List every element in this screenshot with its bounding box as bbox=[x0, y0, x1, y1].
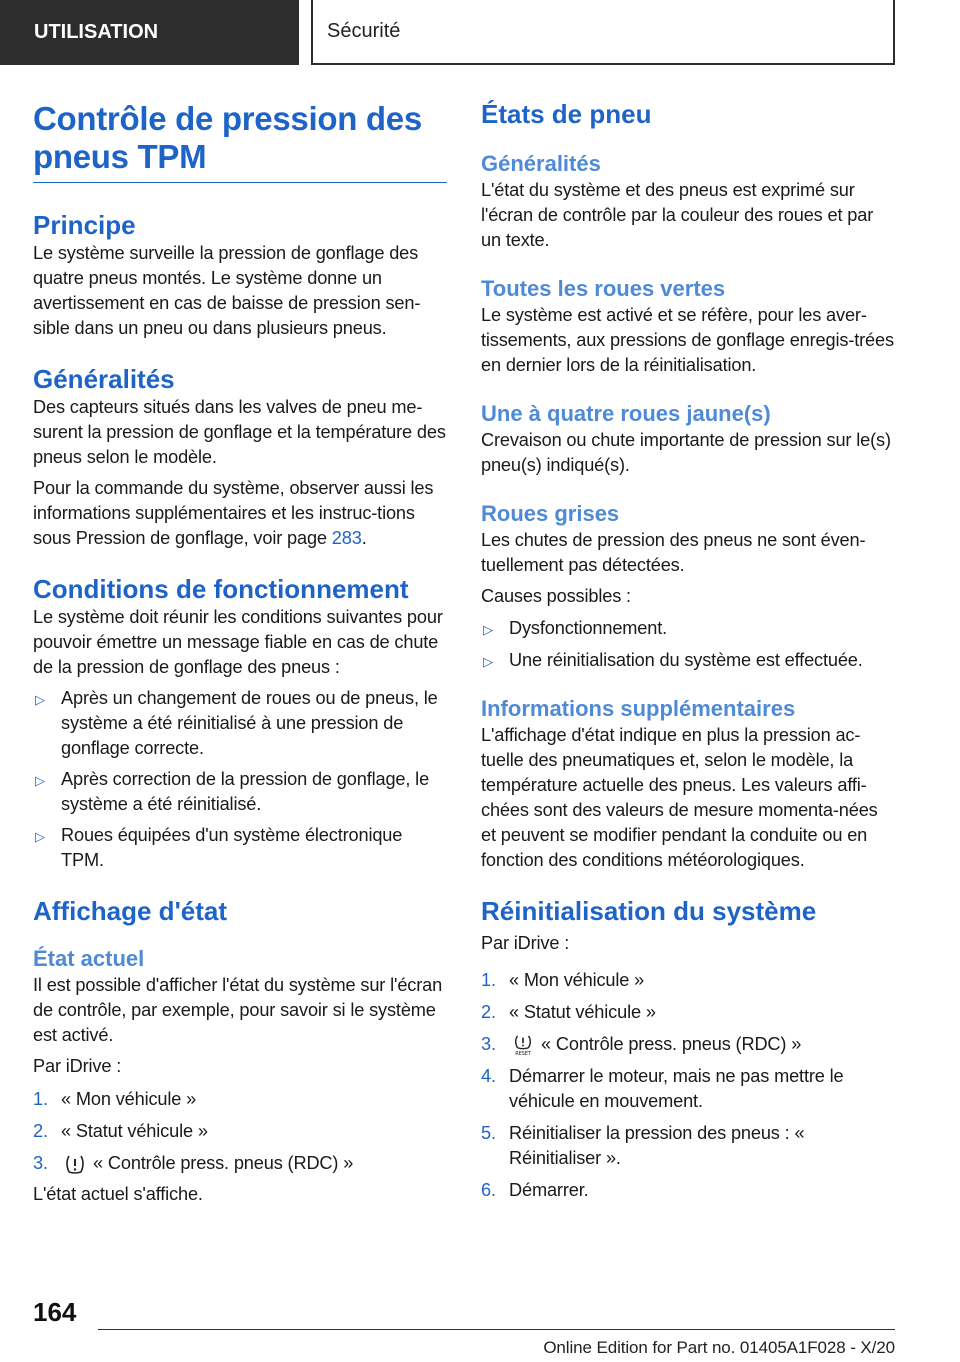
left-column bbox=[33, 100, 447, 1207]
heading-etats-pneu: États de pneu bbox=[481, 99, 652, 129]
generalites-text-1: Des capteurs situés dans les valves de pneu me-surent la pression de gonflage et la température des pneus selon le modèle. bbox=[33, 397, 446, 467]
footer-edition: Online Edition for Part no. 01405A1F028 - X/20 bbox=[543, 1338, 895, 1357]
list-item bbox=[33, 1087, 447, 1112]
step-number: 2. bbox=[33, 1121, 48, 1141]
infos-supplementaires-text: L'affichage d'état indique en plus la pression ac-tuelle des pneumatiques et, selon le modèle, la température actuelle des pneus. Les valeurs affi-chées sont des valeurs de mesure momenta-nées et peuvent se modifier pendant la conduite ou en fonction des conditions météorologiques. bbox=[481, 725, 878, 870]
heading-principe: Principe bbox=[33, 210, 136, 240]
right-column bbox=[481, 98, 895, 1203]
step-number: 1. bbox=[33, 1089, 48, 1109]
list-item bbox=[33, 1119, 447, 1144]
heading-infos-supplementaires: Informations supplémentaires bbox=[481, 696, 796, 721]
tpm-reset-icon bbox=[511, 1034, 535, 1056]
footer-divider bbox=[98, 1329, 895, 1330]
step-text: Réinitialiser la pression des pneus : « Réinitialiser ». bbox=[509, 1123, 805, 1168]
tpm-warning-icon bbox=[63, 1153, 87, 1175]
step-number: 6. bbox=[481, 1180, 496, 1200]
header-section-tab bbox=[0, 0, 299, 65]
step-text: Démarrer le moteur, mais ne pas mettre le véhicule en mouvement. bbox=[509, 1066, 844, 1111]
causes-list bbox=[481, 616, 895, 673]
conditions-intro: Le système doit réunir les conditions suivantes pour pouvoir émettre un message fiable en cas de chute de la pression de gonflage des pneus : bbox=[33, 607, 443, 677]
reinit-par-idrive-label: Par iDrive : bbox=[481, 933, 570, 953]
step-text: « Contrôle press. pneus (RDC) » bbox=[541, 1034, 802, 1054]
etat-result: L'état actuel s'affiche. bbox=[33, 1184, 203, 1204]
list-item bbox=[481, 648, 895, 673]
par-idrive-label: Par iDrive : bbox=[33, 1056, 122, 1076]
step-number: 4. bbox=[481, 1066, 496, 1086]
triangle-right-outline-icon: ▷ bbox=[35, 829, 45, 844]
list-item-text: Après un changement de roues ou de pneus, le système a été réinitialisé à une pression de gonflage correcte. bbox=[61, 688, 438, 758]
step-text: « Contrôle press. pneus (RDC) » bbox=[93, 1153, 354, 1173]
list-item bbox=[481, 1064, 895, 1114]
list-item bbox=[481, 1178, 895, 1203]
heading-conditions: Conditions de fonctionnement bbox=[33, 574, 409, 604]
step-text: « Statut véhicule » bbox=[509, 1002, 656, 1022]
principe-text: Le système surveille la pression de gonflage des quatre pneus montés. Le système donne un avertissement en cas de baisse de pression sen-sible dans un pneu ou dans plusieurs pneus. bbox=[33, 243, 421, 338]
list-item bbox=[33, 767, 447, 817]
reset-icon-label: RESET bbox=[515, 1051, 531, 1057]
etat-actuel-text: Il est possible d'afficher l'état du système sur l'écran de contrôle, par exemple, pour savoir si le système est activé. bbox=[33, 975, 443, 1045]
heading-roues-grises: Roues grises bbox=[481, 501, 620, 526]
page-title: Contrôle de pression des pneus TPM bbox=[33, 100, 447, 183]
heading-affichage: Affichage d'état bbox=[33, 896, 227, 926]
conditions-list bbox=[33, 686, 447, 873]
list-item-text: Dysfonctionnement. bbox=[509, 618, 668, 638]
list-item-text: Roues équipées d'un système électronique TPM. bbox=[61, 825, 403, 870]
triangle-right-outline-icon: ▷ bbox=[35, 773, 45, 788]
list-item bbox=[481, 616, 895, 641]
step-text: « Statut véhicule » bbox=[61, 1121, 208, 1141]
generalites-text-2-body: Pour la commande du système, observer aussi les informations supplémentaires et les instruc-tions sous Pression de gonflage, voir page bbox=[33, 478, 434, 548]
header-section-label: UTILISATION bbox=[34, 21, 159, 43]
heading-roues-jaunes: Une à quatre roues jaune(s) bbox=[481, 401, 771, 426]
etat-steps bbox=[33, 1087, 447, 1176]
triangle-right-outline-icon: ▷ bbox=[35, 692, 45, 707]
step-number: 5. bbox=[481, 1123, 496, 1143]
triangle-right-outline-icon: ▷ bbox=[483, 622, 493, 637]
roues-jaunes-text: Crevaison ou chute importante de pression sur le(s) pneu(s) indiqué(s). bbox=[481, 430, 891, 475]
page-number: 164 bbox=[33, 1297, 77, 1327]
list-item-text: Une réinitialisation du système est effectuée. bbox=[509, 650, 863, 670]
triangle-right-outline-icon: ▷ bbox=[483, 654, 493, 669]
step-text: Démarrer. bbox=[509, 1180, 589, 1200]
step-number: 3. bbox=[481, 1034, 496, 1054]
etats-generalites-text: L'état du système et des pneus est exprimé sur l'écran de contrôle par la couleur des roues et par un texte. bbox=[481, 180, 874, 250]
heading-etat-actuel: État actuel bbox=[33, 946, 145, 971]
list-item bbox=[481, 968, 895, 993]
generalites-text-2-end: . bbox=[361, 528, 367, 548]
step-text: « Mon véhicule » bbox=[61, 1089, 197, 1109]
step-number: 1. bbox=[481, 970, 496, 990]
header-chapter-tab bbox=[311, 0, 895, 65]
step-text: « Mon véhicule » bbox=[509, 970, 645, 990]
list-item bbox=[33, 823, 447, 873]
causes-label: Causes possibles : bbox=[481, 586, 631, 606]
heading-reinitialisation: Réinitialisation du système bbox=[481, 896, 817, 926]
header-chapter-label: Sécurité bbox=[327, 20, 401, 42]
list-item bbox=[481, 1032, 895, 1057]
generalites-text-2 bbox=[33, 476, 447, 551]
list-item bbox=[33, 1151, 447, 1176]
step-number: 3. bbox=[33, 1153, 48, 1173]
roues-vertes-text: Le système est activé et se réfère, pour les aver-tissements, aux pressions de gonflage enregis-trées en dernier lors de la réinitialisation. bbox=[481, 305, 894, 375]
list-item bbox=[481, 1000, 895, 1025]
heading-generalites: Généralités bbox=[33, 364, 175, 394]
page-link-283[interactable]: 283 bbox=[331, 528, 362, 548]
list-item bbox=[33, 686, 447, 761]
step-number: 2. bbox=[481, 1002, 496, 1022]
list-item-text: Après correction de la pression de gonflage, le système a été réinitialisé. bbox=[61, 769, 430, 814]
reinit-steps bbox=[481, 968, 895, 1203]
list-item bbox=[481, 1121, 895, 1171]
roues-grises-text: Les chutes de pression des pneus ne sont éven-tuellement pas détectées. bbox=[481, 530, 866, 575]
heading-etats-generalites: Généralités bbox=[481, 151, 601, 176]
heading-roues-vertes: Toutes les roues vertes bbox=[481, 276, 726, 301]
